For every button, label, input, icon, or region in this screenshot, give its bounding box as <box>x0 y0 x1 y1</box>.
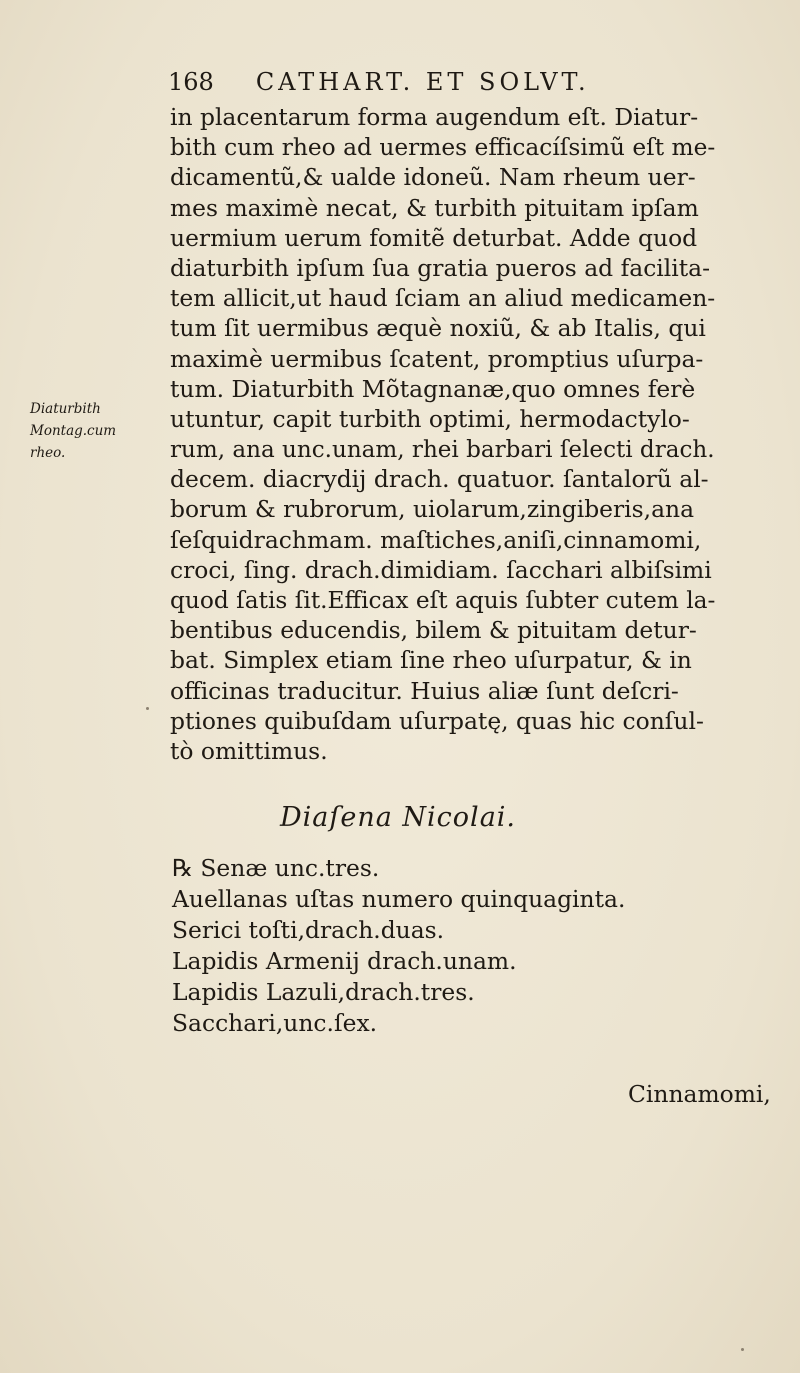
text-line: borum & rubrorum, uiolarum,zingiberis,ana <box>170 495 695 524</box>
body-paragraph <box>170 102 715 766</box>
marginal-note-line: Montag.cum <box>30 423 117 439</box>
text-line: tum. Diaturbith Mõtagnanæ,quo omnes ferè <box>170 374 696 403</box>
text-line: bat. Simplex etiam ſine rheo uſurpatur, & in <box>170 646 692 675</box>
recipe-line: ℞ Senæ unc.tres. <box>172 854 380 882</box>
text-line: tum ſit uermibus æquè noxiũ, & ab Italis, qui <box>170 314 706 343</box>
marginal-note-line: Diaturbith <box>30 401 101 417</box>
text-line: in placentarum forma augendum eſt. Diatur- <box>170 103 699 131</box>
page-number: 168 <box>168 68 214 96</box>
running-title: CATHART. ET SOLVT. <box>255 68 590 96</box>
text-line: tò omittimus. <box>170 736 328 765</box>
text-line: quod ſatis ſit.Efficax eſt aquis ſubter cutem la- <box>170 586 716 614</box>
text-line: ſeſquidrachmam. maſtiches,aniſi,cinnamomi, <box>170 525 702 554</box>
text-line: bith cum rheo ad uermes efficacíſsimũ eſt me- <box>170 133 716 162</box>
text-line: decem. diacrydij drach. quatuor. ſantalorũ al- <box>170 465 709 494</box>
text-line: croci, ſing. drach.dimidiam. ſacchari albiſsimi <box>170 555 712 584</box>
text-line: ptiones quibuſdam uſurpatę, quas hic conſul- <box>170 706 704 735</box>
marginal-note-line: rheo. <box>30 445 66 461</box>
text-line: dicamentũ,& ualde idoneũ. Nam rheum uer- <box>170 163 696 192</box>
text-line: mes maximè necat, & turbith pituitam ipſam <box>170 193 699 222</box>
text-line: uermium uerum fomitẽ deturbat. Adde quod <box>170 223 698 252</box>
text-line: officinas traducitur. Huius aliæ ſunt deſcri- <box>170 676 679 705</box>
text-line: diaturbith ipſum ſua gratia pueros ad facilita- <box>170 253 710 282</box>
text-line: maximè uermibus ſcatent, promptius uſurpa- <box>170 344 704 373</box>
text-line: tem allicit,ut haud ſciam an aliud medicamen- <box>170 284 716 313</box>
recipe-list <box>172 853 712 1039</box>
section-heading: Diaſena Nicolai. <box>280 802 517 833</box>
ink-speck <box>741 1348 744 1351</box>
text-line: utuntur, capit turbith optimi, hermodactylo- <box>170 404 690 433</box>
marginal-note <box>30 398 155 464</box>
ink-speck <box>146 707 149 710</box>
text-line: rum, ana unc.unam, rhei barbari ſelecti drach. <box>170 435 715 464</box>
recipe-line: Sacchari,unc.ſex. <box>172 1009 378 1037</box>
text-line: bentibus educendis, bilem & pituitam detur- <box>170 616 697 645</box>
recipe-line: Lapidis Armenij drach.unam. <box>172 947 517 975</box>
catchword: Cinnamomi, <box>628 1080 771 1108</box>
recipe-line: Serici toſti,drach.duas. <box>172 916 445 944</box>
recipe-line: Auellanas uſtas numero quinquaginta. <box>172 885 626 913</box>
recipe-line: Lapidis Lazuli,drach.tres. <box>172 978 475 1006</box>
running-head <box>168 68 688 106</box>
